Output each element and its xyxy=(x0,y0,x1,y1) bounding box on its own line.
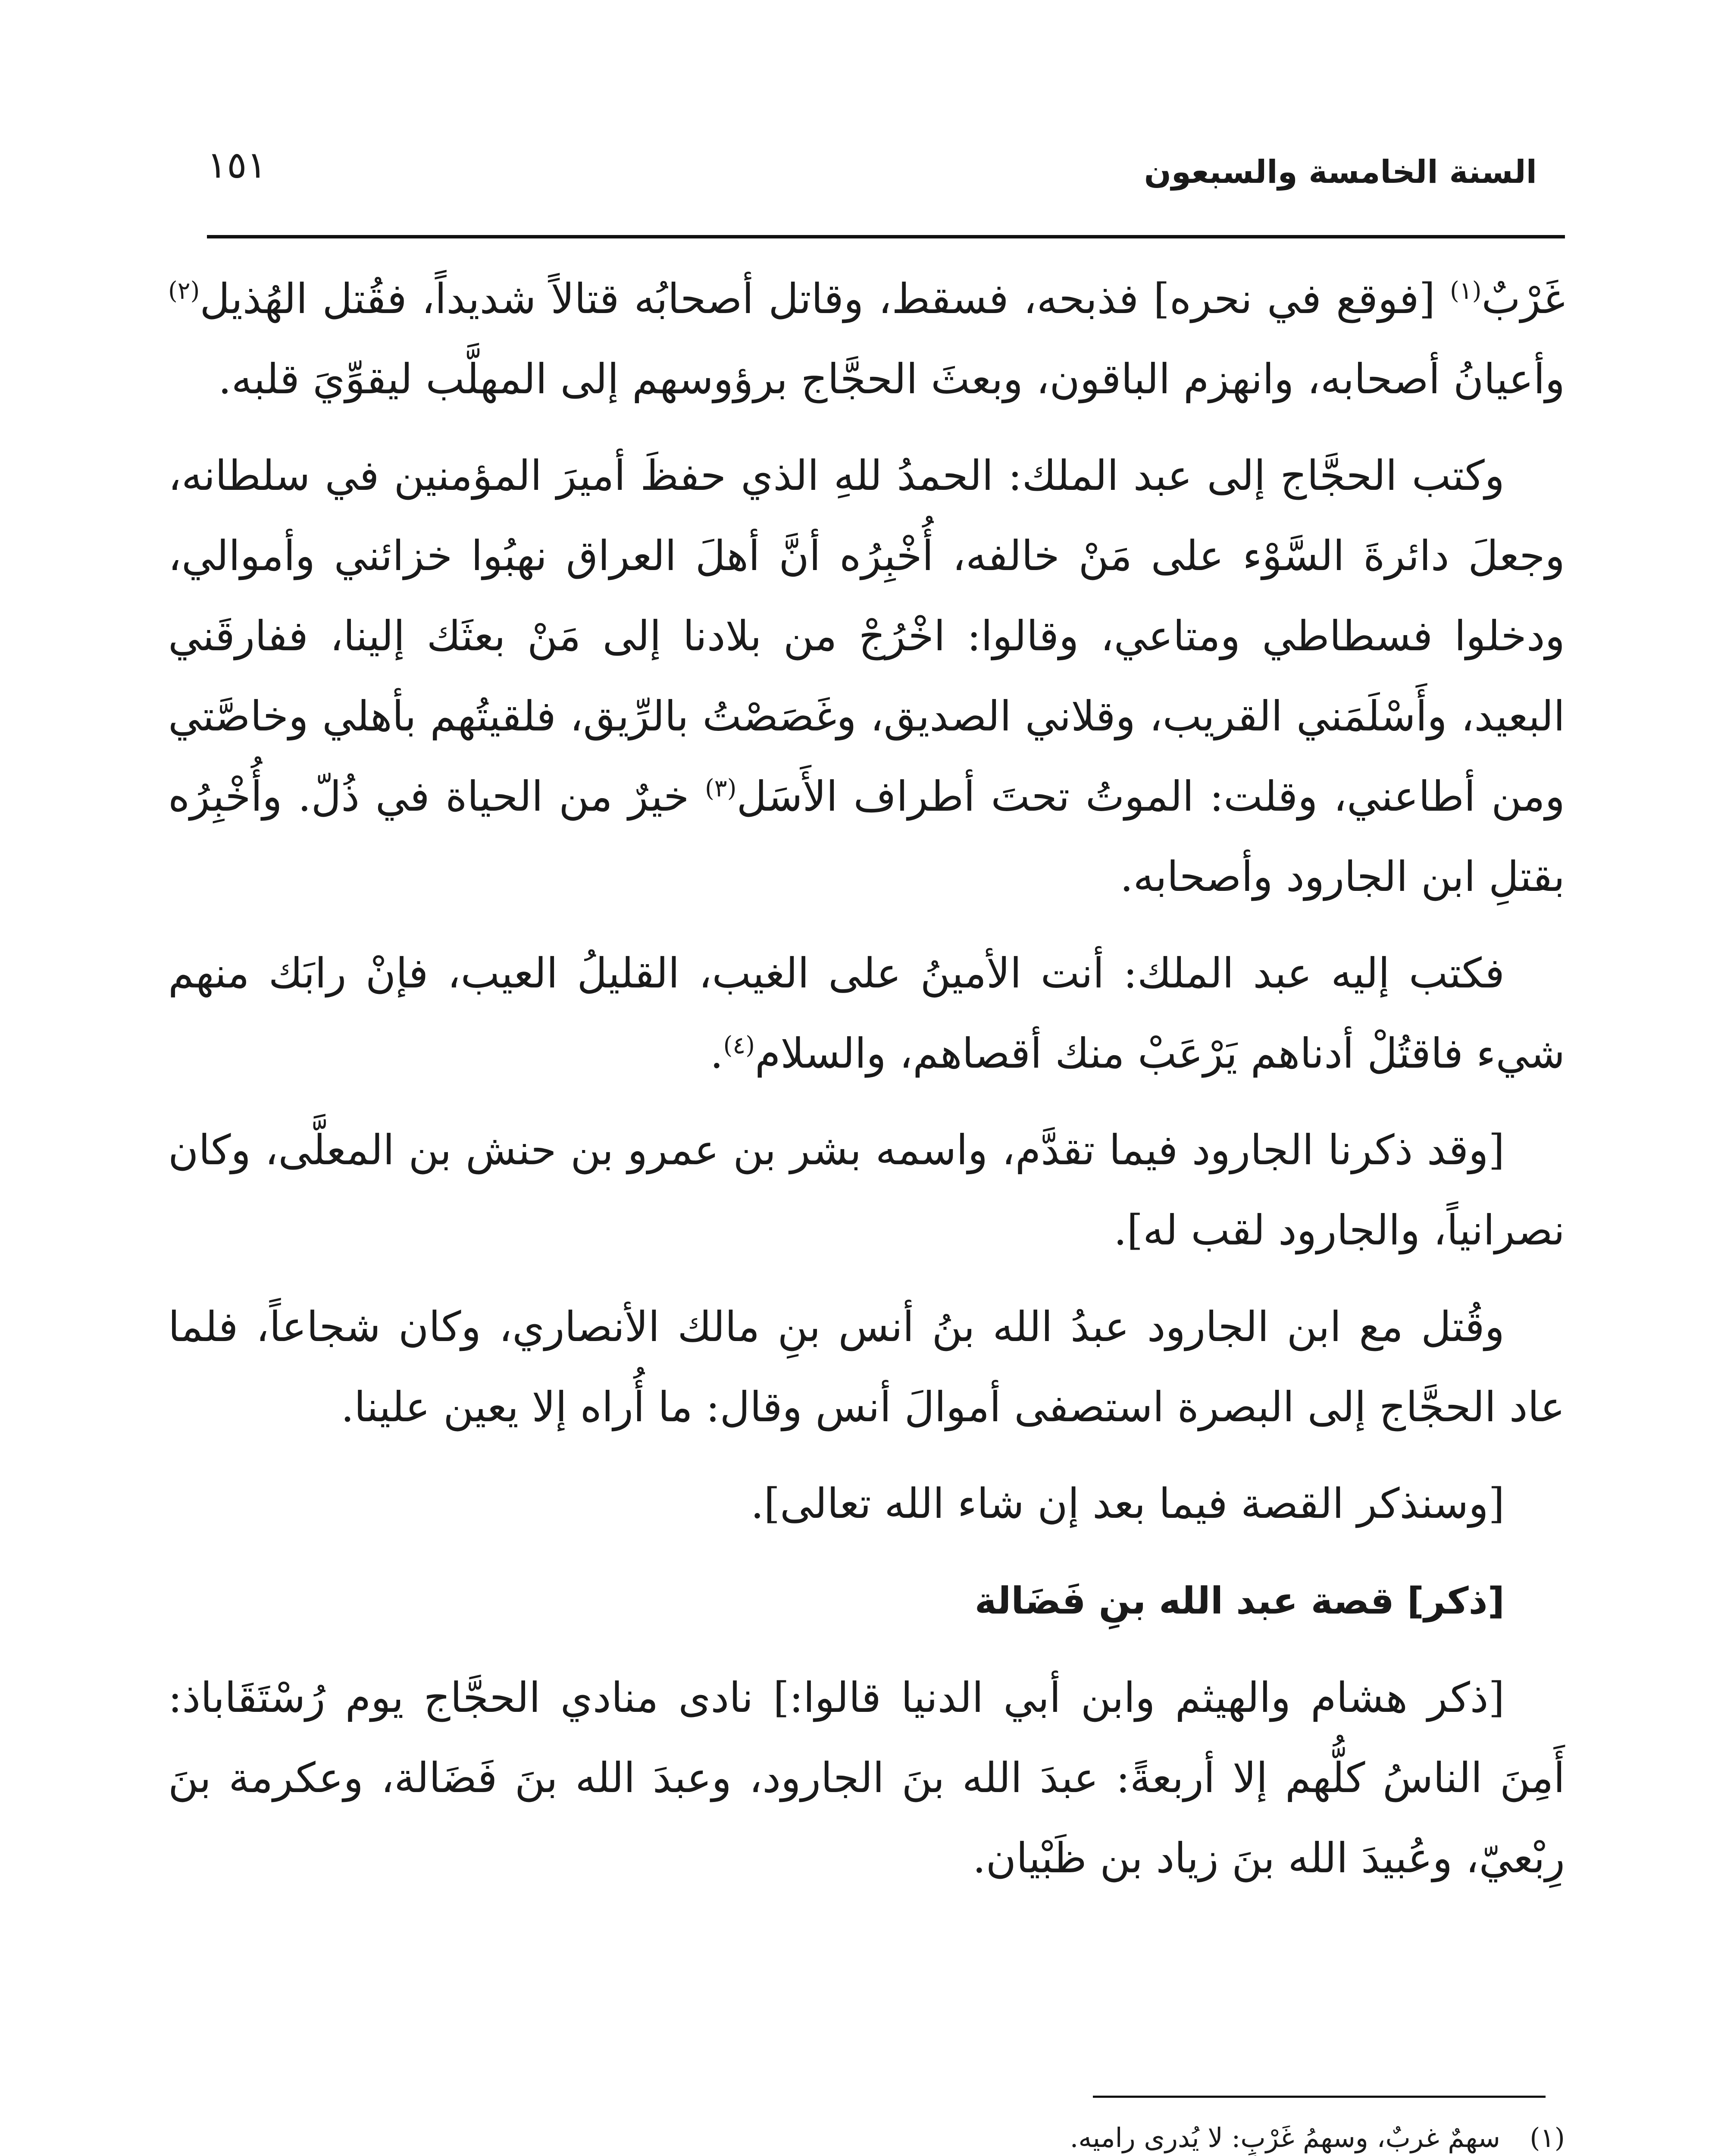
paragraph-7: [ذكر هشام والهيثم وابن أبي الدنيا قالوا:] نادى منادي الحجَّاج يوم رُسْتَقَاباذ: أَمِنَ الناسُ كلُّهم إلا أربعةً: عبدَ الله بنَ الجارود، وعبدَ الله بنَ فَضَالة، وعكرمة بنَ رِبْعيّ، وعُبيدَ الله بنَ زياد بن ظَبْيان. xyxy=(168,1673,1565,1882)
paragraph-1 xyxy=(168,259,1565,419)
footnotes xyxy=(142,2113,1565,2156)
footnote-ref-4: (٤) xyxy=(723,1031,755,1059)
page-number: ١٥١ xyxy=(207,144,267,187)
paragraph-1-text-end: وأعيانُ أصحابه، وانهزم الباقون، وبعثَ الحجَّاج برؤوسهم إلى المهلَّب ليقوِّيَ قلبه. xyxy=(218,355,1565,403)
paragraph-4: [وقد ذكرنا الجارود فيما تقدَّم، واسمه بشر بن عمرو بن حنش بن المعلَّى، وكان نصرانياً، والجارود لقب له]. xyxy=(168,1126,1565,1254)
paragraph-3-text: فكتب إليه عبد الملك: أنت الأمينُ على الغيب، القليلُ العيب، فإنْ رابَك منهم شيء فاقتُلْ أدناهم يَرْعَبْ منك أقصاهم، والسلام xyxy=(168,949,1565,1078)
paragraph-1-text: [فوقع في نحره] فذبحه، فسقط، وقاتل أصحابُه قتالاً شديداً، فقُتل الهُذيل xyxy=(200,275,1450,323)
paragraph-2 xyxy=(168,436,1565,917)
paragraph-2-text-end: خيرٌ من الحياة في ذُلّ. وأُخْبِرُه بقتلِ ابن الجارود وأصحابه. xyxy=(168,772,1565,901)
running-title: السنة الخامسة والسبعون xyxy=(1144,154,1537,191)
footnote-text: سهمٌ غربٌ، وسهمُ غَرْبٍ: لا يُدرى راميه. xyxy=(1070,2122,1500,2153)
section-heading: [ذكر] قصة عبد الله بنِ فَضَالة xyxy=(974,1579,1505,1623)
footnote-1 xyxy=(142,2113,1565,2156)
paragraph-1-word: غَرْبٌ xyxy=(1481,275,1565,323)
footnote-number: (١) xyxy=(1530,2122,1565,2153)
footnote-ref-3: (٣) xyxy=(705,774,737,802)
paragraph-6: [وسنذكر القصة فيما بعد إن شاء الله تعالى]. xyxy=(751,1479,1505,1528)
header-rule xyxy=(207,235,1565,238)
main-text xyxy=(168,259,1565,1915)
paragraph-5: وقُتل مع ابن الجارود عبدُ الله بنُ أنس بنِ مالك الأنصاري، وكان شجاعاً، فلما عاد الحجَّاج إلى البصرة استصفى أموالَ أنس وقال: ما أُراه إلا يعين علينا. xyxy=(168,1303,1565,1431)
footnote-ref-2: (٢) xyxy=(168,277,200,305)
paragraph-2-text: وكتب الحجَّاج إلى عبد الملك: الحمدُ للهِ الذي حفظَ أميرَ المؤمنين في سلطانه، وجعلَ دائرةَ السَّوْء على مَنْ خالفه، أُخْبِرُه أنَّ أهلَ العراق نهبُوا خزائني وأموالي، ودخلوا فسطاطي ومتاعي، وقالوا: اخْرُجْ من بلادنا إلى مَنْ بعثَك إلينا، ففارقَني البعيد، وأَسْلَمَني القريب، وقلاني الصديق، وغَصَصْتُ بالرِّيق، فلقيتُهم بأهلي وخاصَّتي ومن أطاعني، وقلت: الموتُ تحتَ أطراف الأَسَل xyxy=(168,451,1565,821)
footnote-rule xyxy=(1093,2096,1546,2098)
paragraph-3 xyxy=(168,933,1565,1094)
paragraph-3-text-end: . xyxy=(710,1029,723,1078)
footnote-ref-1: (١) xyxy=(1450,277,1482,305)
